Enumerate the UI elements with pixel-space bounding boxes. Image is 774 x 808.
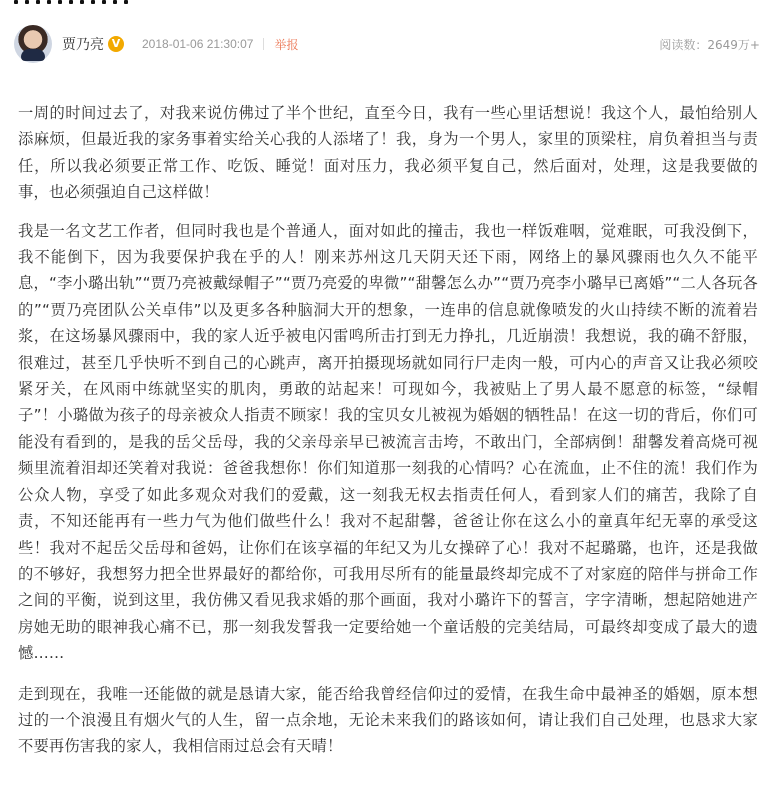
dot	[113, 0, 117, 4]
dot	[69, 0, 73, 4]
article-paragraph: 我是一名文艺工作者，但同时我也是个普通人，面对如此的撞击，我也一样饭难咽，觉难眠，可我没倒下，我不能倒下，因为我要保护我在乎的人！刚来苏州这几天阴天还下雨，网络上的暴风骤雨也久久不能平息，“李小璐出轨”“贾乃亮被戴绿帽子”“贾乃亮爱的卑微”“甜馨怎么办”“贾乃亮李小璐早已离婚”“二人各玩各的”“贾乃亮团队公关卓伟”以及更多各种脑洞大开的想象，一连串的信息就像喷发的火山持续不断的流着岩浆，在这场暴风骤雨中，我的家人近乎被电闪雷鸣所击打到无力挣扎，几近崩溃！我想说，我的确不舒服，很难过，甚至几乎快听不到自己的心跳声，离开拍摄现场就如同行尸走肉一般，可内心的声音又让我必须咬紧牙关，在风雨中练就坚实的肌肉，勇敢的站起来！可现如今，我被贴上了男人最不愿意的标签，“绿帽子”！小璐做为孩子的母亲被众人指责不顾家！我的宝贝女儿被视为婚姻的牺牲品！在这一切的背后，你们可能没有看到的，是我的岳父岳母，我的父亲母亲早已被流言击垮，不敢出门，全部病倒！甜馨发着高烧可视频里流着泪却还笑着对我说：爸爸我想你！你们知道那一刻我的心情吗？心在流血，止不住的流！我们作为公众人物，享受了如此多观众对我们的爱戴，这一刻我无权去指责任何人，看到家人们的痛苦，我除了自责，不知还能再有一些力气为他们做些什么！我对不起甜馨，爸爸让你在这么小的童真年纪无辜的承受这些！我对不起岳父岳母和爸妈，让你们在该享福的年纪又为儿女操碎了心！我对不起璐璐，也许，还是我做的不够好，我想努力把全世界最好的都给你，可我用尽所有的能量最终却完成不了对家庭的陪伴与拼命工作之间的平衡，说到这里，我仿佛又看见我求婚的那个画面，我对小璐许下的誓言，字字清晰，想起陪她进产房她无助的眼神我心痛不已，那一刻我发誓我一定要给她一个童话般的完美结局，可最终却变成了最大的遗憾……	[18, 221, 758, 663]
dot	[47, 0, 51, 4]
dot	[58, 0, 62, 4]
post-timestamp: 2018-01-06 21:30:07	[142, 37, 254, 51]
report-link[interactable]: 举报	[274, 37, 299, 52]
avatar[interactable]	[14, 25, 52, 63]
dot	[36, 0, 40, 4]
author-block	[62, 34, 124, 54]
dot	[102, 0, 106, 4]
dot	[124, 0, 128, 4]
article-paragraph: 一周的时间过去了，对我来说仿佛过了半个世纪，直至今日，我有一些心里话想说！我这个人，最怕给别人添麻烦，但最近我的家务事着实给关心我的人添堵了！我，身为一个男人，家里的顶梁柱，肩负着担当与责任，所以我必须要正常工作、吃饭、睡觉！面对压力，我必须平复自己，然后面对，处理，这是我要做的事，也必须强迫自己这样做！	[18, 104, 758, 202]
dot	[91, 0, 95, 4]
dot	[80, 0, 84, 4]
article-body	[18, 100, 758, 772]
verified-badge-icon: V	[108, 36, 124, 52]
top-dots-decoration	[14, 0, 128, 10]
view-count: 阅读数：2649万+	[659, 37, 760, 52]
post-header	[14, 22, 760, 66]
dot	[25, 0, 29, 4]
header-divider	[263, 38, 264, 50]
article-paragraph: 走到现在，我唯一还能做的就是恳请大家，能否给我曾经信仰过的爱情，在我生命中最神圣的婚姻，原本想过的一个浪漫且有烟火气的人生，留一点余地，无论未来我们的路该如何，请让我们自己处理，也恳求大家不要再伤害我的家人，我相信雨过总会有天晴！	[18, 684, 758, 756]
dot	[14, 0, 18, 4]
author-name[interactable]: 贾乃亮	[62, 37, 104, 53]
